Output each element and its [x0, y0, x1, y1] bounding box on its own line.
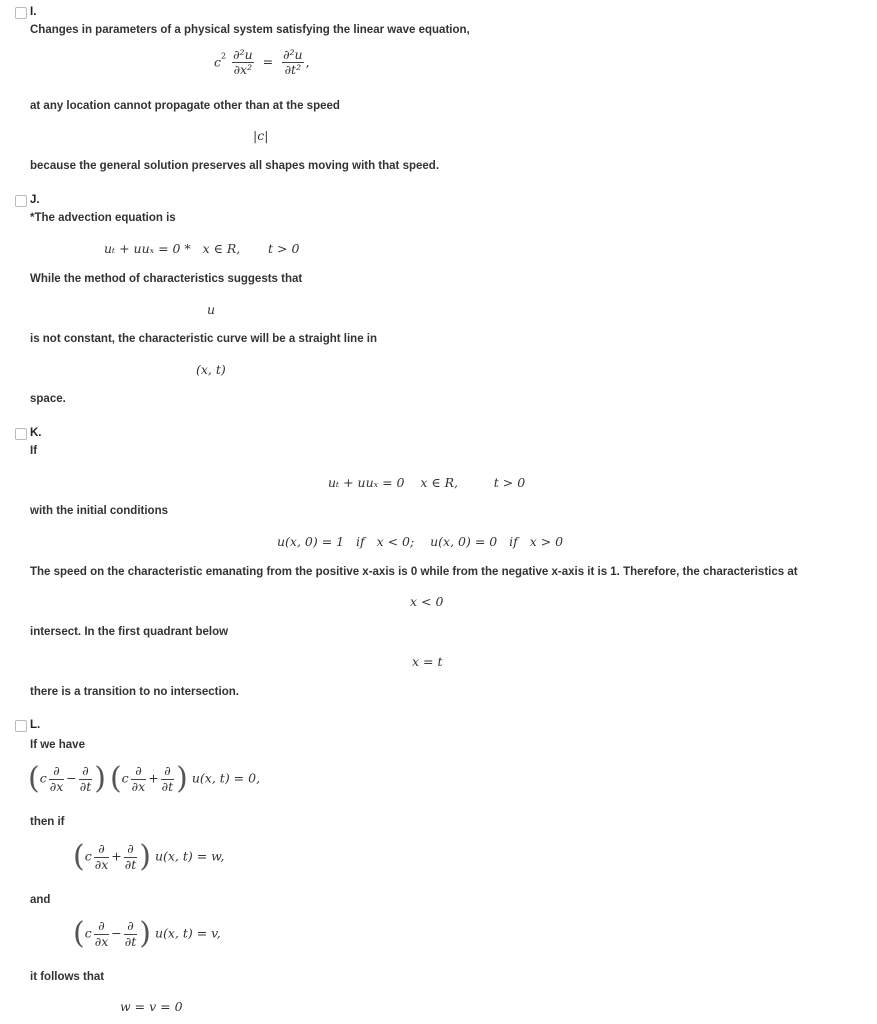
option-i-checkbox[interactable]	[15, 7, 27, 19]
option-k-text-3: The speed on the characteristic emanating from the positive x-axis is 0 while from the negative x-axis it is 1. Therefore, the characteristics at	[30, 566, 798, 578]
xt-space: (x, t)	[196, 362, 226, 377]
option-l-label: L.	[30, 719, 41, 731]
operator-plus-equation: (c $\frac{\partial}{\partial x}$ + $\frac{\partial}{\partial t}$ ) u(x, t) = w,	[73, 839, 225, 874]
x-equals-t: x = t	[412, 654, 443, 669]
option-k-text-4: intersect. In the first quadrant below	[30, 626, 229, 638]
option-l-text-4: it follows that	[30, 971, 105, 983]
option-l-checkbox[interactable]	[15, 720, 27, 732]
burgers-equation: uₜ + uuₓ = 0 x ∈ R, t > 0	[328, 475, 526, 490]
wave-equation: $c^2$ $\frac{\text{∂²u}}{\text{∂x²}}$ = $\frac{\text{∂²u}}{\text{∂t²}}$ ,	[214, 47, 310, 78]
var-u: u	[207, 302, 216, 317]
speed-c: |c|	[253, 128, 269, 143]
option-k-text-1: If	[30, 445, 38, 457]
initial-conditions: u(x, 0) = 1 if x < 0; u(x, 0) = 0 if x > 0	[277, 534, 564, 549]
option-l-text-1: If we have	[30, 739, 85, 751]
option-j-checkbox[interactable]	[15, 195, 27, 207]
option-i-text-1: Changes in parameters of a physical system satisfying the linear wave equation,	[30, 24, 470, 36]
option-l-text-3: and	[30, 894, 51, 906]
option-k-label: K.	[30, 427, 42, 439]
option-j-text-4: space.	[30, 393, 66, 405]
w-equals-v-zero: w = v = 0	[120, 999, 183, 1014]
x-less-than-zero: x < 0	[410, 594, 444, 609]
option-j-text-3: is not constant, the characteristic curve will be a straight line in	[30, 333, 378, 345]
option-j-text-1: *The advection equation is	[30, 212, 176, 224]
option-l-text-2: then if	[30, 816, 65, 828]
option-i-text-3: because the general solution preserves all shapes moving with that speed.	[30, 160, 440, 172]
option-i-text-2: at any location cannot propagate other than at the speed	[30, 100, 340, 112]
option-k-text-2: with the initial conditions	[30, 505, 168, 517]
advection-equation: uₜ + uuₓ = 0 * x ∈ R, t > 0	[104, 241, 300, 256]
option-i-label: I.	[30, 6, 37, 18]
option-k-text-5: there is a transition to no intersection.	[30, 686, 239, 698]
option-k-checkbox[interactable]	[15, 428, 27, 440]
option-j-text-2: While the method of characteristics suggests that	[30, 273, 303, 285]
operator-minus-equation: (c $\frac{\partial}{\partial x}$ − $\frac{\partial}{\partial t}$ ) u(x, t) = v,	[73, 916, 221, 951]
factored-wave-operator: (c $\frac{\partial}{\partial x}$ − $\frac{\partial}{\partial t}$ ) (c $\frac{\partial}{\partial x}$ + $\frac{\partial}{\partial t}$ ) u(x, t) = 0,	[28, 761, 261, 796]
option-j-label: J.	[30, 194, 40, 206]
